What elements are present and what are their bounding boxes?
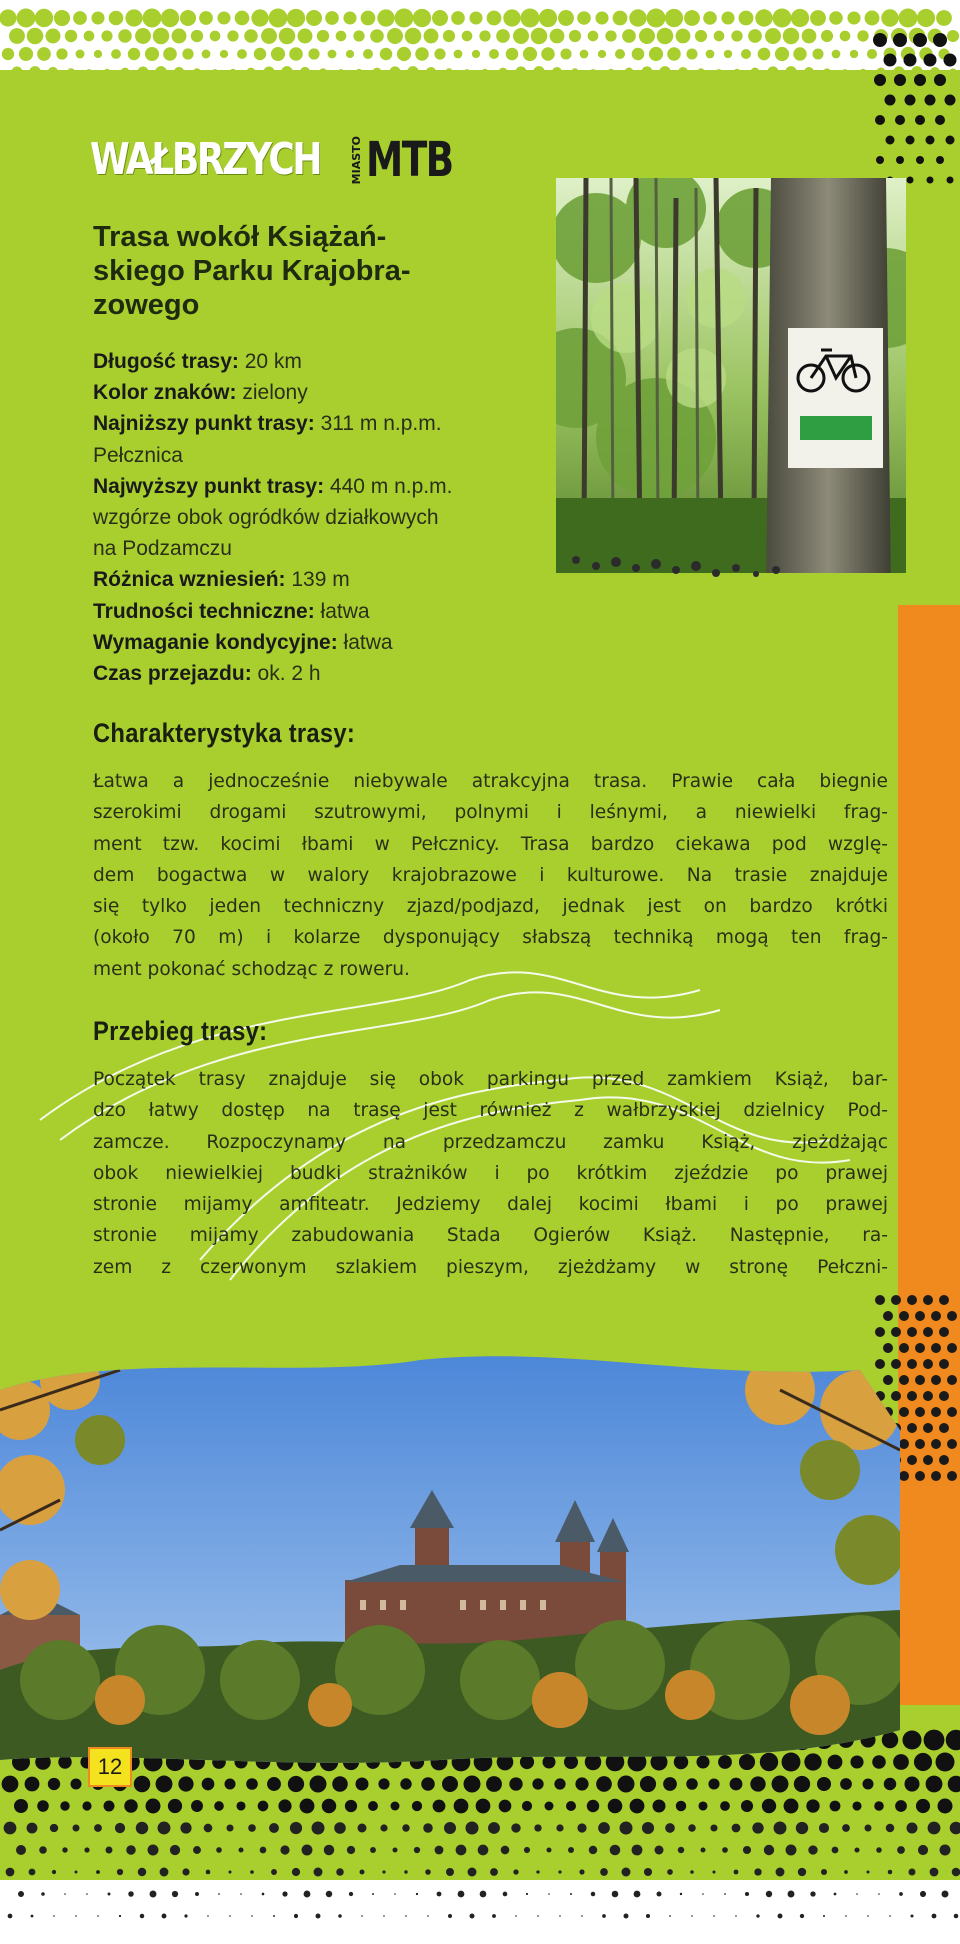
page-number: 12 xyxy=(88,1747,132,1787)
text-line: ment tzw. kocimi łbami w Pełcznicy. Trasa bardzo ciekawa pod wzglę- xyxy=(93,833,888,855)
text-line: się tylko jeden techniczny zjazd/podjazd, jednak jest on bardzo krótki xyxy=(93,896,888,918)
fact-highest-place: wzgórze obok ogródków działkowych xyxy=(93,506,439,530)
forest-trail-photo xyxy=(556,178,906,598)
title-line: Trasa wokół Książań- xyxy=(93,221,387,253)
fact-highest: Najwyższy punkt trasy: 440 m n.p.m. xyxy=(93,474,453,498)
text-line: stronie mijamy amfiteatr. Jedziemy dalej kocimi łbami i po prawej xyxy=(93,1194,888,1216)
title-line: zowego xyxy=(93,289,200,321)
fact-lowest: Najniższy punkt trasy: 311 m n.p.m. xyxy=(93,412,442,436)
logo-mtb: MTB xyxy=(366,132,453,188)
text-line: szerokimi drogami szutrowymi, polnymi i leśnymi, a niewielki frag- xyxy=(93,802,888,824)
text-line: stronie mijamy zabudowania Stada Ogierów Książ. Następnie, ra- xyxy=(93,1225,888,1247)
fact-highest-place-2: na Podzamczu xyxy=(93,537,232,561)
route-facts xyxy=(93,346,553,689)
characteristics-paragraph xyxy=(93,766,888,985)
fact-length: Długość trasy: 20 km xyxy=(93,350,302,373)
fact-lowest-place: Pełcznica xyxy=(93,443,183,467)
route-paragraph xyxy=(93,1064,888,1283)
fact-condition: Wymaganie kondycyjne: łatwa xyxy=(93,630,393,654)
text-line: (około 70 m) i kolarze dysponujący słabszą techniką mogą ten frag- xyxy=(93,927,888,949)
fact-time: Czas przejazdu: ok. 2 h xyxy=(93,662,321,686)
text-line: zamcze. Rozpoczynamy na przedzamczu zamku Książ, zjeżdżając xyxy=(93,1131,888,1153)
fact-technical: Trudności techniczne: łatwa xyxy=(93,599,370,623)
text-line: ment pokonać schodząc z roweru. xyxy=(93,958,410,980)
logo-miasto: MIASTO xyxy=(350,136,363,185)
text-line: Łatwa a jednocześnie niebywale atrakcyjna trasa. Prawie cała biegnie xyxy=(93,771,888,792)
fact-color: Kolor znaków: zielony xyxy=(93,381,308,405)
text-line: Początek trasy znajduje się obok parkingu przed zamkiem Książ, bar- xyxy=(93,1069,888,1090)
text-line: obok niewielkiej budki strażników i po krótkim zjeździe po prawej xyxy=(93,1162,888,1184)
title-line: skiego Parku Krajobra- xyxy=(93,255,411,287)
section-heading-characteristics: Charakterystyka trasy: xyxy=(93,718,356,748)
fact-elevation-diff: Różnica wzniesień: 139 m xyxy=(93,568,350,592)
route-title xyxy=(93,220,553,322)
ksiaz-castle-photo xyxy=(0,1350,900,1770)
logo-city: WAŁBRZYCH xyxy=(90,134,321,185)
text-line: dzo łatwy dostęp na trasę jest również z wałbrzyskiej dzielnicy Pod- xyxy=(93,1100,888,1122)
text-line: zem z czerwonym szlakiem pieszym, zjeżdżamy w stronę Pełczni- xyxy=(93,1256,888,1278)
section-heading-route: Przebieg trasy: xyxy=(93,1016,268,1046)
text-line: dem bogactwa w walory krajobrazowe i kulturowe. Na trasie znajduje xyxy=(93,864,888,886)
